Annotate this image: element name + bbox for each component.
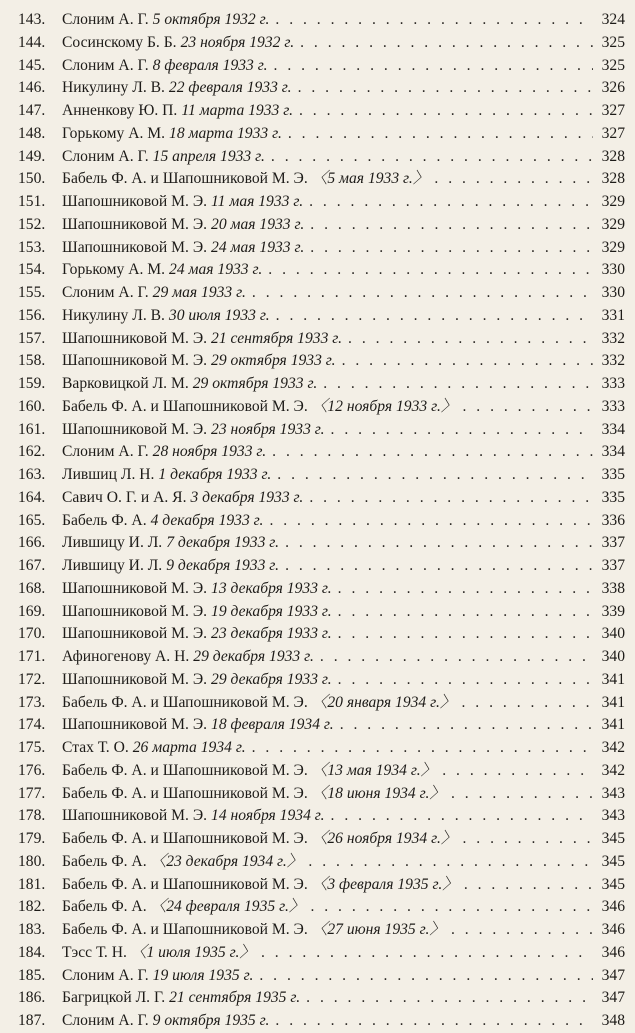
entry-date: 1 декабря 1933 г. <box>158 466 272 483</box>
entry-number: 158. <box>18 352 46 370</box>
toc-entry <box>18 987 625 1010</box>
entry-recipient: Шапошниковой М. Э. <box>62 352 208 370</box>
entry-number: 177. <box>18 784 46 802</box>
entry-date: 24 мая 1933 г. <box>169 261 263 279</box>
entry-number: 145. <box>18 56 46 74</box>
dot-leader <box>262 259 593 282</box>
entry-date: 〈13 мая 1934 г.〉 <box>311 761 437 779</box>
toc-entry <box>18 919 625 942</box>
entry-number: 168. <box>18 579 46 597</box>
entry-page-number: 328 <box>601 170 625 188</box>
dot-leader <box>255 942 593 965</box>
entry-page-number: 326 <box>601 79 625 97</box>
entry-page-number: 327 <box>601 102 625 119</box>
entry-recipient: Бабель Ф. А. и Шапошниковой М. Э. <box>62 397 308 415</box>
toc-entry <box>18 77 625 100</box>
dot-leader <box>246 282 593 305</box>
entry-recipient: Шапошниковой М. Э. <box>62 193 208 210</box>
dot-leader <box>456 692 594 715</box>
toc-entry <box>18 646 625 669</box>
toc-entry <box>18 282 625 305</box>
entry-number: 180. <box>18 852 46 870</box>
entry-recipient: Багрицкой Л. Г. <box>62 989 166 1007</box>
entry-date: 〈26 ноября 1934 г.〉 <box>311 830 457 847</box>
entry-recipient: Слоним А. Г. <box>62 443 149 461</box>
dot-leader <box>269 1010 593 1033</box>
entry-date: 〈12 ноября 1933 г.〉 <box>311 397 457 415</box>
entry-date: 〈18 июня 1934 г.〉 <box>311 784 445 802</box>
entry-recipient: Афиногенову А. Н. <box>62 648 190 665</box>
entry-recipient: Бабель Ф. А. <box>62 898 147 916</box>
entry-date: 7 декабря 1933 г. <box>166 534 280 552</box>
dot-leader <box>325 805 593 828</box>
entry-page-number: 347 <box>601 989 625 1007</box>
dot-leader <box>458 874 593 897</box>
entry-date: 〈23 декабря 1934 г.〉 <box>150 852 303 870</box>
entry-page-number: 328 <box>601 147 625 165</box>
entry-page-number: 339 <box>601 602 625 620</box>
entry-page-number: 325 <box>601 56 625 74</box>
dot-leader <box>282 123 593 146</box>
entry-number: 170. <box>18 625 46 643</box>
dot-leader <box>266 441 593 464</box>
entry-date: 〈27 июня 1935 г.〉 <box>311 921 445 938</box>
entry-date: 23 декабря 1933 г. <box>211 625 332 643</box>
entry-page-number: 334 <box>601 420 625 438</box>
entry-date: 18 марта 1933 г. <box>169 124 282 142</box>
toc-entry <box>18 328 625 351</box>
entry-date: 30 июля 1933 г. <box>168 306 270 324</box>
entry-page-number: 347 <box>601 966 625 984</box>
entry-recipient: Горькому А. М. <box>62 261 166 279</box>
entry-recipient: Слоним А. Г. <box>62 1012 149 1029</box>
dot-leader <box>279 555 593 578</box>
entry-date: 28 ноября 1933 г. <box>152 443 267 461</box>
entry-recipient: Бабель Ф. А. и Шапошниковой М. Э. <box>62 170 308 188</box>
entry-page-number: 335 <box>601 466 625 483</box>
entry-date: 14 ноября 1934 г. <box>211 807 325 825</box>
entry-number: 175. <box>18 739 46 756</box>
toc-entry <box>18 146 625 169</box>
entry-date: 22 февраля 1933 г. <box>168 79 292 97</box>
entry-date: 9 октября 1935 г. <box>152 1012 270 1029</box>
entry-recipient: Бабель Ф. А. и Шапошниковой М. Э. <box>62 693 308 711</box>
entry-page-number: 325 <box>601 33 625 51</box>
dot-leader <box>332 669 593 692</box>
entry-number: 184. <box>18 943 46 961</box>
entry-date: 〈5 мая 1933 г.〉 <box>311 170 429 188</box>
toc-entry <box>18 623 625 646</box>
entry-date: 11 марта 1933 г. <box>181 102 293 119</box>
entry-recipient: Шапошниковой М. Э. <box>62 238 208 256</box>
entry-page-number: 329 <box>601 215 625 233</box>
entry-number: 156. <box>18 306 46 324</box>
entry-date: 〈3 февраля 1935 г.〉 <box>311 875 458 893</box>
entry-number: 144. <box>18 33 46 51</box>
entry-date: 3 декабря 1933 г. <box>190 488 304 506</box>
dot-leader <box>336 350 593 373</box>
toc-entry <box>18 805 625 828</box>
toc-entry <box>18 55 625 78</box>
toc-entry <box>18 464 625 487</box>
entry-recipient: Никулину Л. В. <box>62 306 165 324</box>
entry-recipient: Шапошниковой М. Э. <box>62 716 208 734</box>
toc-entry <box>18 737 625 760</box>
entry-recipient: Бабель Ф. А. и Шапошниковой М. Э. <box>62 921 308 938</box>
toc-entry <box>18 714 625 737</box>
entry-number: 164. <box>18 488 46 506</box>
entry-number: 160. <box>18 397 46 415</box>
entry-page-number: 336 <box>601 511 625 529</box>
entry-number: 155. <box>18 284 46 301</box>
entry-number: 187. <box>18 1012 46 1029</box>
entry-number: 153. <box>18 238 46 256</box>
entry-page-number: 345 <box>601 830 625 847</box>
entry-date: 〈24 февраля 1935 г.〉 <box>150 898 305 916</box>
entry-recipient: Шапошниковой М. Э. <box>62 420 208 438</box>
entry-number: 157. <box>18 329 46 347</box>
entry-page-number: 345 <box>601 875 625 893</box>
entry-number: 172. <box>18 670 46 688</box>
entry-page-number: 340 <box>601 625 625 643</box>
entry-number: 161. <box>18 420 46 438</box>
entry-date: 26 марта 1934 г. <box>132 739 246 756</box>
dot-leader <box>332 578 593 601</box>
entry-page-number: 345 <box>601 852 625 870</box>
entry-page-number: 343 <box>601 807 625 825</box>
entry-recipient: Шапошниковой М. Э. <box>62 602 208 620</box>
entry-page-number: 332 <box>601 329 625 347</box>
entry-recipient: Слоним А. Г. <box>62 147 149 165</box>
toc-entry <box>18 965 625 988</box>
dot-leader <box>334 714 593 737</box>
entry-recipient: Шапошниковой М. Э. <box>62 807 208 825</box>
entry-number: 181. <box>18 875 46 893</box>
entry-page-number: 346 <box>601 898 625 916</box>
entry-number: 154. <box>18 261 46 279</box>
entry-number: 173. <box>18 693 46 711</box>
entry-number: 174. <box>18 716 46 734</box>
toc-entry <box>18 601 625 624</box>
entry-recipient: Лившицу И. Л. <box>62 534 163 552</box>
entry-page-number: 346 <box>601 921 625 938</box>
entry-page-number: 337 <box>601 557 625 574</box>
dot-leader <box>268 55 593 78</box>
dot-leader <box>314 646 593 669</box>
entry-page-number: 331 <box>601 306 625 324</box>
entry-page-number: 341 <box>601 670 625 688</box>
dot-leader <box>342 328 593 351</box>
entry-number: 159. <box>18 375 46 392</box>
entry-date: 21 сентября 1935 г. <box>169 989 301 1007</box>
entry-date: 9 декабря 1933 г. <box>166 557 280 574</box>
entry-date: 29 октября 1933 г. <box>211 352 336 370</box>
entry-page-number: 329 <box>601 193 625 210</box>
toc-entry <box>18 259 625 282</box>
toc-entry <box>18 851 625 874</box>
entry-page-number: 342 <box>601 761 625 779</box>
toc-entry <box>18 9 625 32</box>
dot-leader <box>246 737 593 760</box>
toc-entry <box>18 1010 625 1033</box>
entry-recipient: Варковицкой Л. М. <box>62 375 189 392</box>
entry-recipient: Тэсс Т. Н. <box>62 943 127 961</box>
toc-entry <box>18 874 625 897</box>
dot-leader <box>304 896 593 919</box>
dot-leader <box>271 464 593 487</box>
dot-leader <box>293 100 593 123</box>
toc-entry <box>18 555 625 578</box>
dot-leader <box>292 77 593 100</box>
entry-page-number: 333 <box>601 397 625 415</box>
entry-page-number: 338 <box>601 579 625 597</box>
dot-leader <box>253 965 593 988</box>
entry-recipient: Анненкову Ю. П. <box>62 102 178 119</box>
entry-recipient: Стах Т. О. <box>62 739 129 756</box>
entry-date: 13 декабря 1933 г. <box>211 579 332 597</box>
entry-date: 5 октября 1932 г. <box>152 11 270 28</box>
toc-entry <box>18 32 625 55</box>
entry-recipient: Слоним А. Г. <box>62 56 149 74</box>
entry-date: 21 сентября 1933 г. <box>211 329 343 347</box>
toc-entry <box>18 305 625 328</box>
dot-leader <box>263 510 593 533</box>
entry-number: 183. <box>18 921 46 938</box>
entry-date: 11 мая 1933 г. <box>211 193 304 210</box>
entry-date: 18 февраля 1934 г. <box>211 716 334 734</box>
entry-date: 〈20 января 1934 г.〉 <box>311 693 456 711</box>
entry-recipient: Шапошниковой М. Э. <box>62 329 208 347</box>
dot-leader <box>304 214 593 237</box>
entry-recipient: Бабель Ф. А. и Шапошниковой М. Э. <box>62 830 308 847</box>
entry-recipient: Сосинскому Б. Б. <box>62 33 177 51</box>
entry-number: 185. <box>18 966 46 984</box>
entry-date: 19 июля 1935 г. <box>152 966 254 984</box>
entry-recipient: Бабель Ф. А. и Шапошниковой М. Э. <box>62 761 308 779</box>
entry-page-number: 335 <box>601 488 625 506</box>
entry-page-number: 340 <box>601 648 625 665</box>
entry-date: 24 мая 1933 г. <box>211 238 305 256</box>
toc-entry <box>18 692 625 715</box>
dot-leader <box>294 32 593 55</box>
entry-number: 178. <box>18 807 46 825</box>
entry-recipient: Бабель Ф. А. <box>62 852 147 870</box>
toc-entry <box>18 510 625 533</box>
entry-page-number: 324 <box>601 11 625 28</box>
entry-number: 150. <box>18 170 46 188</box>
entry-page-number: 343 <box>601 784 625 802</box>
entry-page-number: 333 <box>601 375 625 392</box>
dot-leader <box>279 532 593 555</box>
entry-date: 19 декабря 1933 г. <box>211 602 332 620</box>
toc-entry <box>18 373 625 396</box>
dot-leader <box>445 919 593 942</box>
dot-leader <box>428 168 593 191</box>
entry-page-number: 348 <box>601 1012 625 1029</box>
entry-number: 182. <box>18 898 46 916</box>
entry-number: 165. <box>18 511 46 529</box>
entry-recipient: Слоним А. Г. <box>62 966 149 984</box>
entry-recipient: Савич О. Г. и А. Я. <box>62 488 187 506</box>
toc-entry <box>18 896 625 919</box>
entry-page-number: 342 <box>601 739 625 756</box>
entry-recipient: Шапошниковой М. Э. <box>62 579 208 597</box>
entry-number: 169. <box>18 602 46 620</box>
entry-date: 29 октября 1933 г. <box>192 375 318 392</box>
entry-number: 167. <box>18 557 46 574</box>
toc-entry <box>18 168 625 191</box>
entry-number: 148. <box>18 124 46 142</box>
entry-page-number: 341 <box>601 716 625 734</box>
toc-entry <box>18 578 625 601</box>
entry-page-number: 341 <box>601 693 625 711</box>
entry-number: 176. <box>18 761 46 779</box>
dot-leader <box>456 828 593 851</box>
entry-number: 151. <box>18 193 46 210</box>
toc-entry <box>18 123 625 146</box>
dot-leader <box>456 396 593 419</box>
dot-leader <box>270 305 593 328</box>
entry-date: 〈1 июля 1935 г.〉 <box>130 943 255 961</box>
entry-recipient: Бабель Ф. А. и Шапошниковой М. Э. <box>62 875 308 893</box>
dot-leader <box>304 237 593 260</box>
entry-recipient: Горькому А. М. <box>62 124 166 142</box>
entry-page-number: 329 <box>601 238 625 256</box>
toc-entry <box>18 237 625 260</box>
dot-leader <box>332 623 593 646</box>
entry-number: 146. <box>18 79 46 97</box>
entry-page-number: 332 <box>601 352 625 370</box>
entry-number: 152. <box>18 215 46 233</box>
entry-number: 149. <box>18 147 46 165</box>
dot-leader <box>302 851 593 874</box>
entry-number: 143. <box>18 11 46 28</box>
dot-leader <box>436 760 593 783</box>
entry-recipient: Бабель Ф. А. <box>62 511 147 529</box>
entry-date: 23 ноября 1932 г. <box>180 33 295 51</box>
toc-entry <box>18 441 625 464</box>
toc-entry <box>18 828 625 851</box>
entry-date: 23 ноября 1933 г. <box>211 420 325 438</box>
entry-recipient: Бабель Ф. А. и Шапошниковой М. Э. <box>62 784 308 802</box>
dot-leader <box>445 783 593 806</box>
entry-page-number: 327 <box>601 124 625 142</box>
entry-recipient: Слоним А. Г. <box>62 11 149 28</box>
entry-date: 20 мая 1933 г. <box>211 215 305 233</box>
entry-number: 186. <box>18 989 46 1007</box>
toc-entry <box>18 760 625 783</box>
dot-leader <box>332 601 593 624</box>
entry-page-number: 334 <box>601 443 625 461</box>
entry-number: 147. <box>18 102 46 119</box>
toc-entry <box>18 191 625 214</box>
toc-entry <box>18 350 625 373</box>
dot-leader <box>303 191 593 214</box>
dot-leader <box>300 987 593 1010</box>
dot-leader <box>325 419 593 442</box>
entry-page-number: 330 <box>601 261 625 279</box>
toc-entry <box>18 532 625 555</box>
entry-number: 166. <box>18 534 46 552</box>
toc-entry <box>18 419 625 442</box>
dot-leader <box>269 9 593 32</box>
entry-recipient: Шапошниковой М. Э. <box>62 625 208 643</box>
entry-page-number: 337 <box>601 534 625 552</box>
toc-entry <box>18 100 625 123</box>
entry-number: 162. <box>18 443 46 461</box>
toc-entry <box>18 669 625 692</box>
entry-recipient: Лившиц Л. Н. <box>62 466 155 483</box>
entry-number: 163. <box>18 466 46 483</box>
entry-date: 8 февраля 1933 г. <box>152 56 268 74</box>
dot-leader <box>265 146 593 169</box>
toc-entry <box>18 942 625 965</box>
entry-date: 29 декабря 1933 г. <box>193 648 314 665</box>
entry-recipient: Лившицу И. Л. <box>62 557 163 574</box>
entry-date: 29 мая 1933 г. <box>152 284 246 301</box>
toc-entry <box>18 487 625 510</box>
toc-entry <box>18 214 625 237</box>
entry-date: 29 декабря 1933 г. <box>211 670 332 688</box>
dot-leader <box>317 373 593 396</box>
toc-entry <box>18 783 625 806</box>
toc-entry <box>18 396 625 419</box>
entry-date: 15 апреля 1933 г. <box>152 147 265 165</box>
dot-leader <box>303 487 593 510</box>
entry-date: 4 декабря 1933 г. <box>150 511 264 529</box>
entry-page-number: 346 <box>601 943 625 961</box>
entry-number: 171. <box>18 648 46 665</box>
entry-number: 179. <box>18 830 46 847</box>
entry-recipient: Шапошниковой М. Э. <box>62 215 208 233</box>
entry-recipient: Шапошниковой М. Э. <box>62 670 208 688</box>
entry-recipient: Никулину Л. В. <box>62 79 165 97</box>
entry-recipient: Слоним А. Г. <box>62 284 149 301</box>
entry-page-number: 330 <box>601 284 625 301</box>
